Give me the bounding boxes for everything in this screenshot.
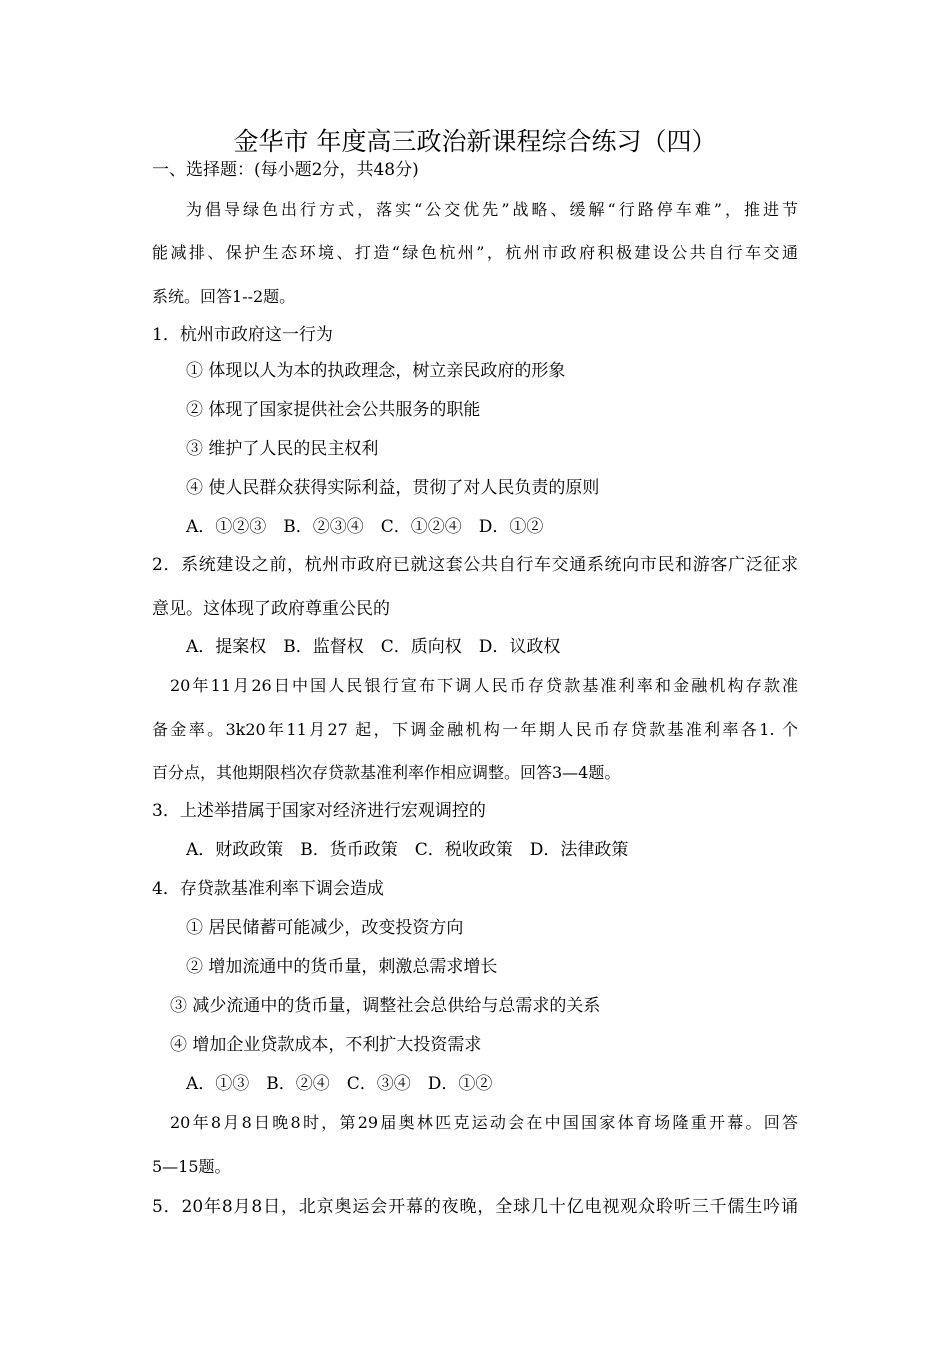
question-item: ② 增加流通中的货币量，刺激总需求增长 [186,957,498,977]
passage-line: 20年11月26日中国人民银行宣布下调人民币存贷款基准利率和金融机构存款准 [170,676,798,695]
passage-line: 系统。回答1--2题。 [152,287,296,306]
passage-line: 备金率。3k20年11月27 起，下调金融机构一年期人民币存贷款基准利率各1. 个 [152,720,798,739]
question-stem: 2．系统建设之前，杭州市政府已就这套公共自行车交通系统向市民和游客广泛征求 [152,555,798,575]
passage-line: 5—15题。 [152,1157,231,1176]
question-stem: 3．上述举措属于国家对经济进行宏观调控的 [152,801,486,821]
question-stem: 5．20年8月8日，北京奥运会开幕的夜晚，全球几十亿电视观众聆听三千儒生吟诵 [152,1197,798,1217]
section-heading: 一、选择题：(每小题2分，共48分) [152,160,419,180]
passage-line: 为倡导绿色出行方式，落实“公交优先”战略、缓解“行路停车难”，推进节 [186,200,798,219]
question-item: ③ 减少流通中的货币量，调整社会总供给与总需求的关系 [170,996,601,1016]
question-item: ④ 增加企业贷款成本，不利扩大投资需求 [170,1035,482,1055]
question-options: A．提案权 B．监督权 C．质向权 D．议政权 [186,637,561,657]
question-options: A．①③ B．②④ C．③④ D．①② [186,1074,493,1094]
passage-line: 能减排、保护生态环境、打造“绿色杭州”，杭州市政府积极建设公共自行车交通 [152,243,798,262]
question-options: A．①②③ B．②③④ C．①②④ D．①② [186,517,544,537]
question-item: ③ 维护了人民的民主权利 [186,439,379,459]
document-title: 金华市 年度高三政治新课程综合练习（四） [233,127,717,156]
question-item: ② 体现了国家提供社会公共服务的职能 [186,400,481,420]
passage-line: 百分点，其他期限档次存贷款基准利率作相应调整。回答3—4题。 [152,763,621,782]
question-item: ① 体现以人为本的执政理念，树立亲民政府的形象 [186,361,566,381]
question-item: ④ 使人民群众获得实际利益，贯彻了对人民负责的原则 [186,478,600,498]
question-stem: 1．杭州市政府这一行为 [152,325,333,345]
question-item: ① 居民储蓄可能减少，改变投资方向 [186,918,464,938]
question-stem: 意见。这体现了政府尊重公民的 [152,599,390,619]
question-stem: 4．存贷款基准利率下调会造成 [152,879,384,899]
question-options: A．财政政策 B．货币政策 C．税收政策 D．法律政策 [186,840,629,860]
passage-line: 20年8月8日晚8时，第29届奥林匹克运动会在中国国家体育场隆重开幕。回答 [170,1113,798,1132]
